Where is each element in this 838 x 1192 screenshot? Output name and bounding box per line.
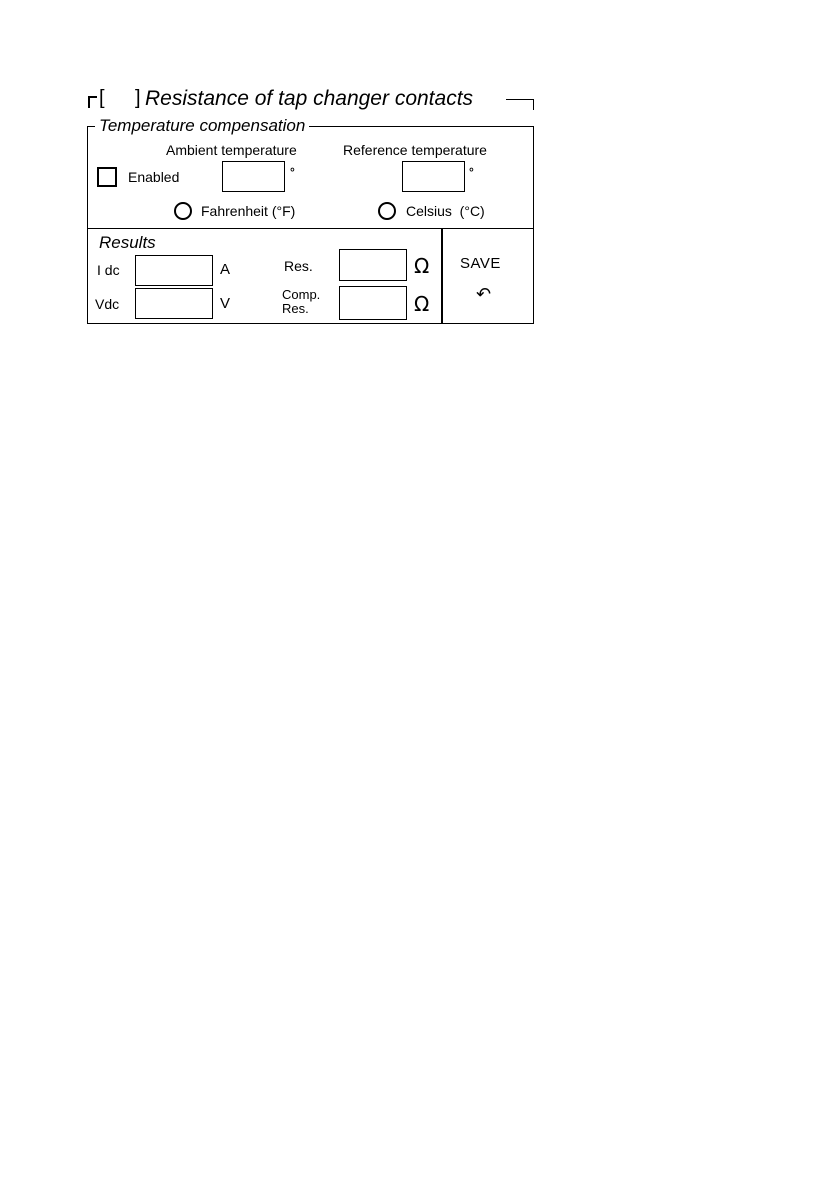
enabled-label: Enabled xyxy=(128,169,180,185)
fahrenheit-label: Fahrenheit (°F) xyxy=(201,203,296,219)
vdc-input[interactable] xyxy=(135,288,213,319)
save-button[interactable]: SAVE xyxy=(460,255,501,272)
res-label: Res. xyxy=(284,258,313,274)
celsius-radio[interactable] xyxy=(378,202,396,220)
comp-res-input[interactable] xyxy=(339,286,407,320)
ambient-temperature-label: Ambient temperature xyxy=(166,142,297,158)
res-ohm-unit: Ω xyxy=(414,254,430,278)
idc-input[interactable] xyxy=(135,255,213,286)
temperature-compensation-legend: Temperature compensation xyxy=(95,117,309,135)
enabled-checkbox[interactable] xyxy=(97,167,117,187)
reference-degree-symbol: ° xyxy=(469,165,474,179)
idc-label: I dc xyxy=(97,262,120,278)
undo-icon[interactable]: ↶ xyxy=(476,284,492,305)
header-checkbox-close-bracket[interactable]: ] xyxy=(135,87,141,109)
vdc-label: Vdc xyxy=(95,296,120,312)
ambient-temperature-input[interactable] xyxy=(222,161,285,192)
comp-res-label-line1: Comp. xyxy=(282,287,321,302)
page-title: Resistance of tap changer contacts xyxy=(145,87,474,110)
comp-res-label-line2: Res. xyxy=(282,301,309,316)
vdc-unit: V xyxy=(220,295,231,312)
header-corner-right xyxy=(506,99,534,110)
ambient-degree-symbol: ° xyxy=(290,165,295,179)
reference-temperature-input[interactable] xyxy=(402,161,465,192)
reference-temperature-label: Reference temperature xyxy=(343,142,487,158)
results-legend: Results xyxy=(95,234,160,252)
idc-unit: A xyxy=(220,261,231,278)
header-corner-left xyxy=(88,96,97,108)
results-divider xyxy=(441,228,443,324)
comp-res-ohm-unit: Ω xyxy=(414,292,430,316)
fahrenheit-radio[interactable] xyxy=(174,202,192,220)
header-checkbox-open-bracket[interactable]: [ xyxy=(99,87,105,109)
celsius-label: Celsius (°C) xyxy=(406,203,485,219)
res-input[interactable] xyxy=(339,249,407,281)
